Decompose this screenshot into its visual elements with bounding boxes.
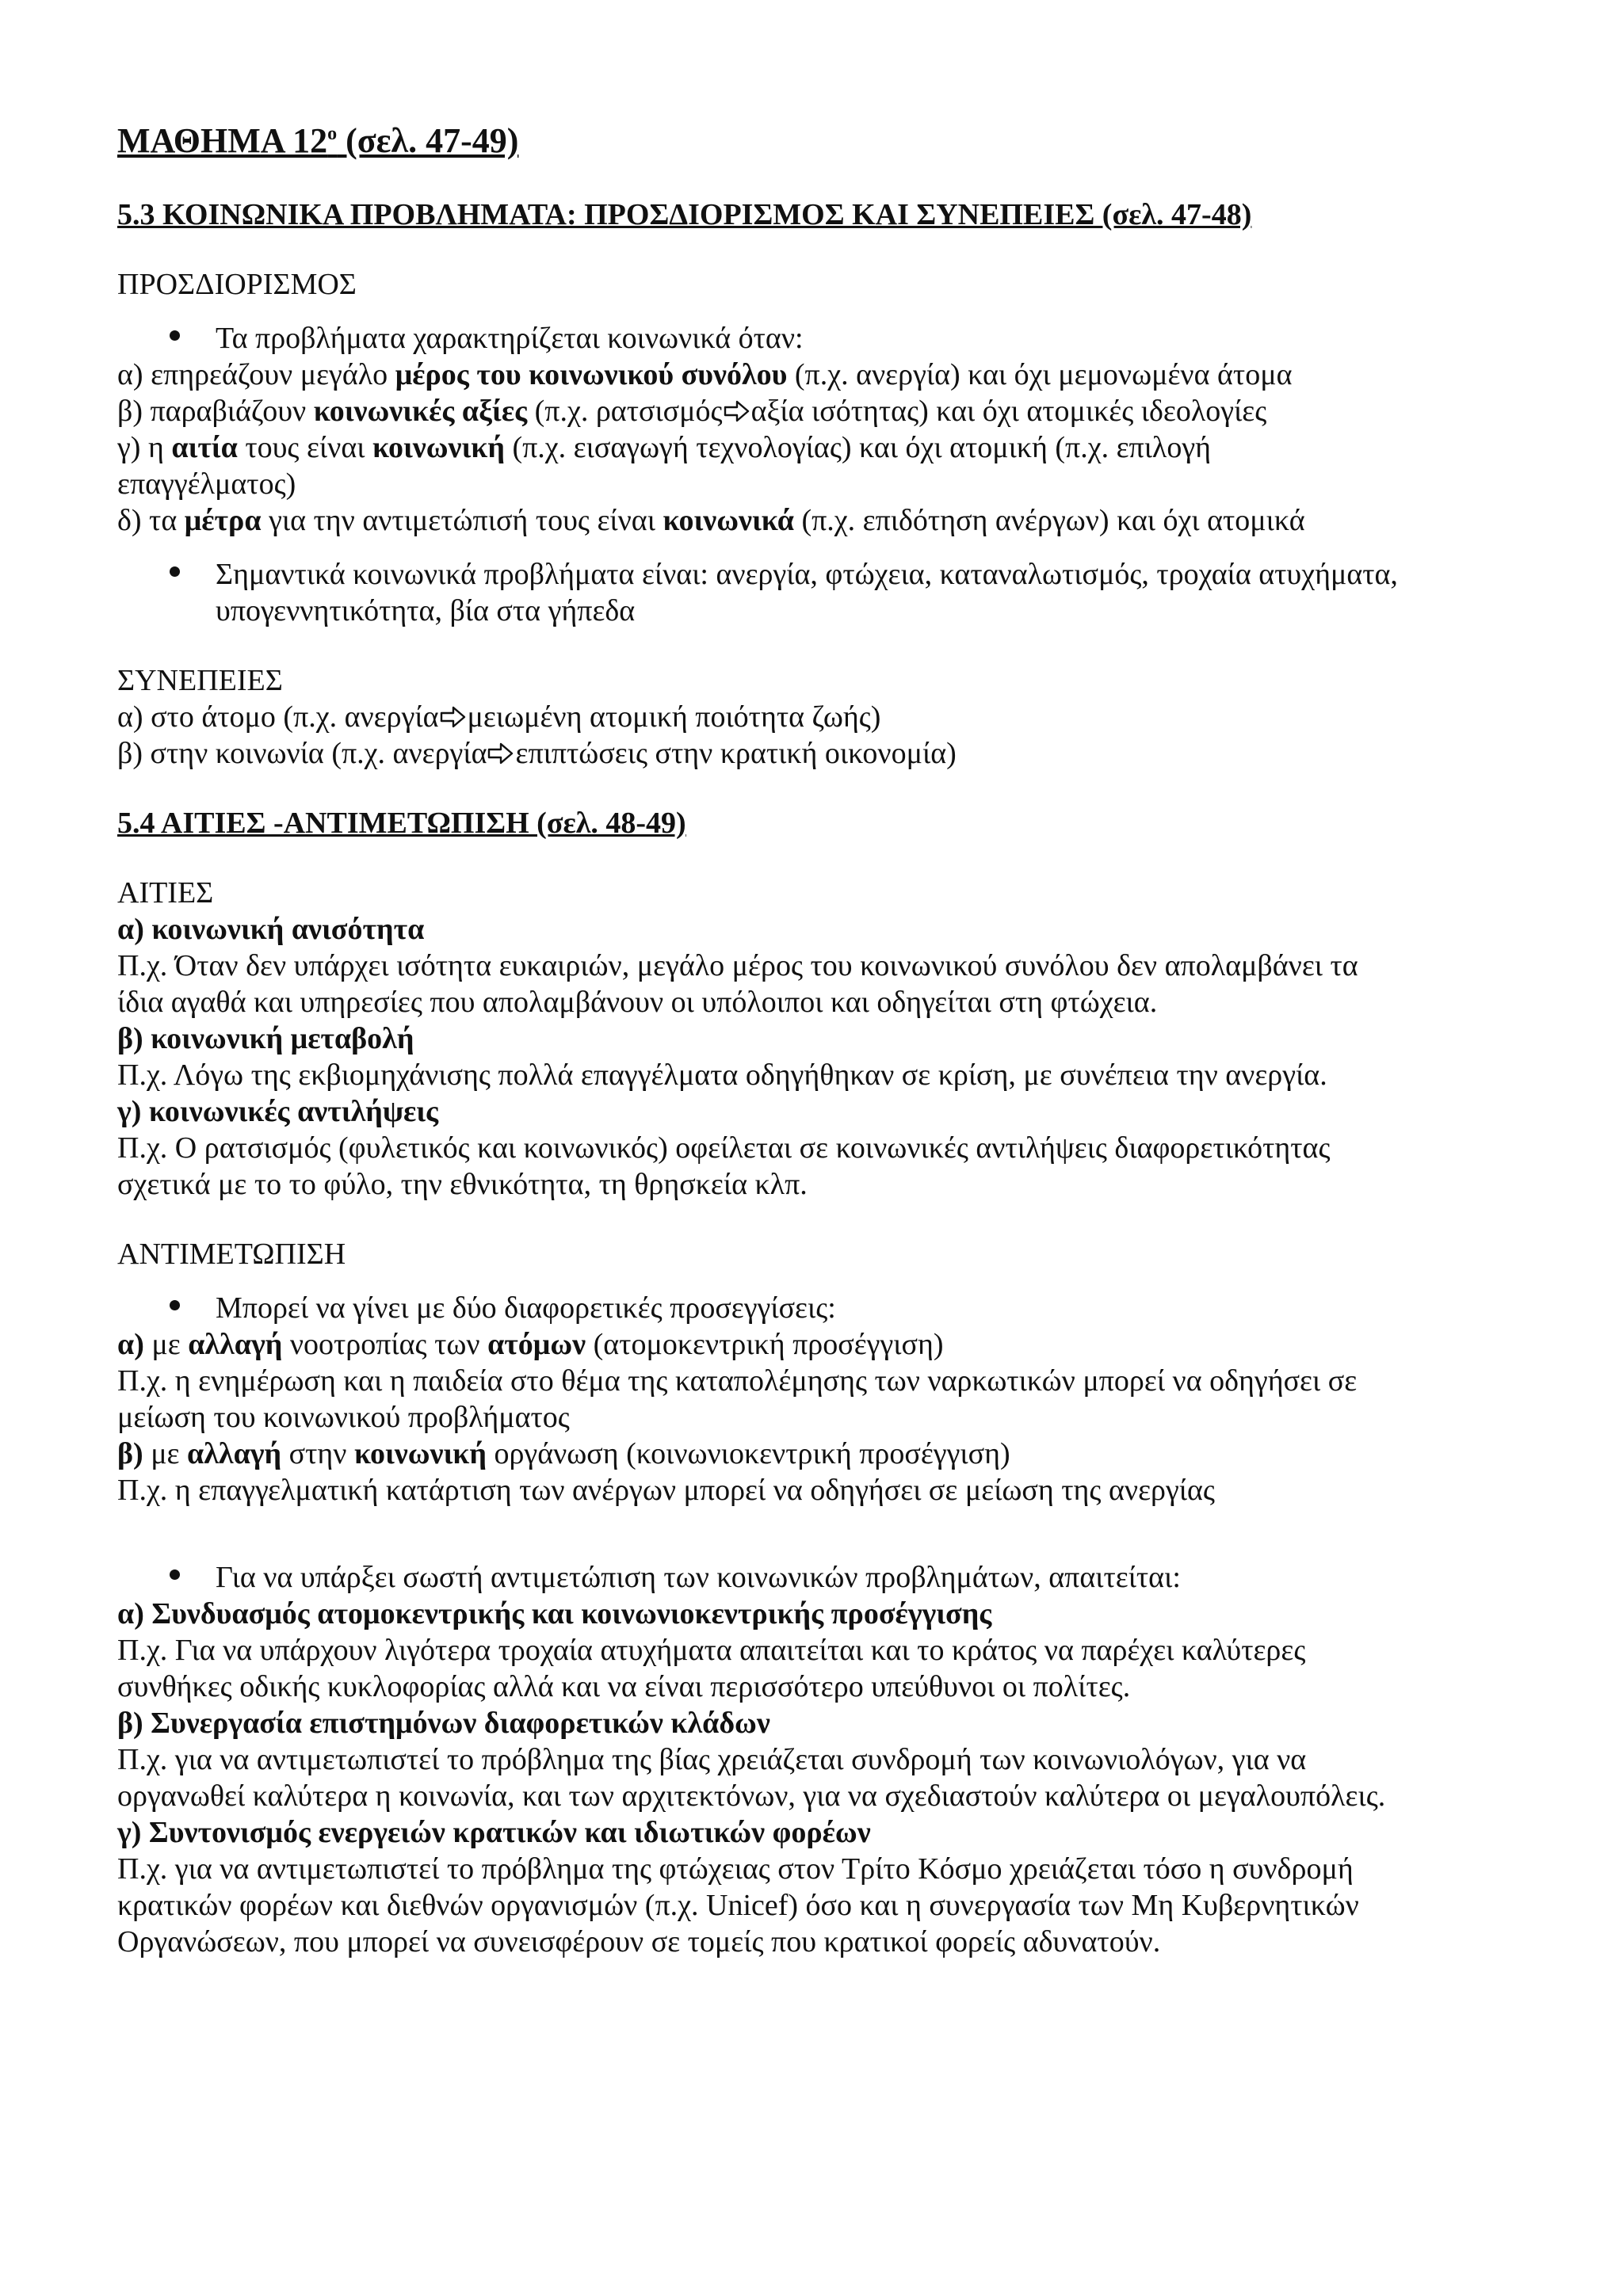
definition-item-b-start [117,395,723,428]
section-5-4-heading: 5.4 ΑΙΤΙΕΣ -ΑΝΤΙΜΕΤΩΠΙΣΗ (σελ. 48-49) [117,807,686,840]
approach-b [117,1436,1544,1472]
text-segment: νοοτροπίας των [282,1328,488,1361]
text-segment: επαγγέλματος) [117,467,296,501]
definition-item-d [117,502,1544,539]
text-segment: (π.χ. ανεργία) και όχι μεμονωμένα άτομα [787,358,1293,391]
section-5-3-heading: 5.3 ΚΟΙΝΩΝΙΚΑ ΠΡΟΒΛΗΜΑΤΑ: ΠΡΟΣΔΙΟΡΙΣΜΟΣ ΚΑΙ ΣΥΝΕΠΕΙΕΣ (σελ. 47-48) [117,198,1252,231]
cause-a-text-1: Π.χ. Όταν δεν υπάρχει ισότητα ευκαιριών, μεγάλο μέρος του κοινωνικού συνόλου δεν απολαμβάνει τα [117,949,1358,982]
bold-text-segment: αιτία [171,431,238,464]
bold-text-segment: μέτρα [184,504,262,537]
definition-item-a [117,357,1544,393]
requirement-a-example-1: Π.χ. Για να υπάρχουν λιγότερα τροχαία ατυχήματα απαιτείται και το κράτος να παρέχει καλύτερες [117,1634,1306,1667]
requirement-c-example-1: Π.χ. για να αντιμετωπιστεί το πρόβλημα της φτώχειας στον Τρίτο Κόσμο χρειάζεται τόσο η συνδρομή [117,1852,1354,1886]
problems-bullet-line-2: υπογεννητικότητα, βία στα γήπεδα [216,594,636,627]
definition-item-c [117,429,1544,466]
requirement-c-example-2: κρατικών φορέων και διεθνών οργανισμών (π.χ. Unicef) όσο και η συνεργασία των Μη Κυβερνητικών [117,1889,1359,1922]
treatment-bullet-2: Για να υπάρξει σωστή αντιμετώπιση των κοινωνικών προβλημάτων, απαιτείται: [117,1559,1544,1596]
causes-label: ΑΙΤΙΕΣ [117,876,214,910]
approach-a-example-1: Π.χ. η ενημέρωση και η παιδεία στο θέμα της καταπολέμησης των ναρκωτικών μπορεί να οδηγήσει σε [117,1364,1358,1398]
requirement-a-example-2: συνθήκες οδικής κυκλοφορίας αλλά και να είναι περισσότερο υπεύθυνοι οι πολίτες. [117,1670,1131,1703]
cause-a-text-2: ίδια αγαθά και υπηρεσίες που απολαμβάνουν οι υπόλοιποι και οδηγείται στη φτώχεια. [117,986,1158,1019]
consequence-a-start: α) στο άτομο (π.χ. ανεργία [117,700,439,734]
text-segment: γ) η [117,431,172,464]
right-arrow-outline-icon [723,398,751,425]
consequences-label: ΣΥΝΕΠΕΙΕΣ [117,664,283,697]
consequence-item-b [117,735,1544,772]
text-segment: τους είναι [237,431,372,464]
bold-text-segment: κοινωνική [372,431,505,464]
treatment-bullet-1: Μπορεί να γίνει με δύο διαφορετικές προσεγγίσεις: [117,1290,1544,1326]
cause-b-text: Π.χ. Λόγω της εκβιομηχάνισης πολλά επαγγέλματα οδηγήθηκαν σε κρίση, με συνέπεια την ανεργία. [117,1058,1327,1092]
text-segment: στην [281,1437,354,1470]
bold-text-segment: κοινωνικές αξίες [313,395,528,428]
document-title [117,119,1544,163]
requirement-a-title: α) Συνδυασμός ατομοκεντρικής και κοινωνιοκεντρικής προσέγγισης [117,1597,992,1630]
bold-text-segment: β) [117,1437,143,1470]
definition-item-b-end [751,395,1267,428]
right-arrow-outline-icon [439,704,468,730]
text-segment: για την αντιμετώπισή τους είναι [261,504,663,537]
approach-a-example-2: μείωση του κοινωνικού προβλήματος [117,1401,570,1434]
text-segment: β) παραβιάζουν [117,395,314,428]
definition-label: ΠΡΟΣΔΙΟΡΙΣΜΟΣ [117,268,357,301]
definition-bullet: Τα προβλήματα χαρακτηρίζεται κοινωνικά όταν: [117,320,1544,357]
problems-bullet-line-1: Σημαντικά κοινωνικά προβλήματα είναι: ανεργία, φτώχεια, καταναλωτισμός, τροχαία ατυχήματα, [117,556,1544,593]
bold-text-segment: αλλαγή [188,1328,283,1361]
cause-a-title: α) κοινωνική ανισότητα [117,913,425,946]
consequence-b-start: β) στην κοινωνία (π.χ. ανεργία [117,737,487,770]
title-pages: (σελ. 47-49) [337,121,519,160]
bold-text-segment: ατόμων [487,1328,586,1361]
text-segment: αξία ισότητας) και όχι ατομικές ιδεολογίες [750,395,1267,428]
text-segment: (π.χ. εισαγωγή τεχνολογίας) και όχι ατομική (π.χ. επιλογή [504,431,1212,464]
cause-c-text-2: σχετικά με το το φύλο, την εθνικότητα, τη θρησκεία κλπ. [117,1168,808,1201]
text-segment: (π.χ. επιδότηση ανέργων) και όχι ατομικά [793,504,1305,537]
requirement-c-example-3: Οργανώσεων, που μπορεί να συνεισφέρουν σε τομείς που κρατικοί φορείς αδυνατούν. [117,1925,1161,1958]
consequence-item-a [117,699,1544,735]
requirement-b-title: β) Συνεργασία επιστημόνων διαφορετικών κλάδων [117,1707,770,1740]
bold-text-segment: μέρος του κοινωνικού συνόλου [395,358,788,391]
text-segment: οργάνωση (κοινωνιοκεντρική προσέγγιση) [486,1437,1010,1470]
cause-c-title: γ) κοινωνικές αντιλήψεις [117,1095,439,1128]
bold-text-segment: κοινωνικά [663,504,794,537]
approach-b-example: Π.χ. η επαγγελματική κατάρτιση των ανέργων μπορεί να οδηγήσει σε μείωση της ανεργίας [117,1474,1215,1507]
definition-item-c-cont [117,466,1544,502]
consequence-a-end: μειωμένη ατομική ποιότητα ζωής) [467,700,881,734]
cause-b-title: β) κοινωνική μεταβολή [117,1022,414,1055]
text-segment: δ) τα [117,504,185,537]
right-arrow-outline-icon [487,740,515,767]
text-segment: (ατομοκεντρική προσέγγιση) [586,1328,944,1361]
cause-c-text-1: Π.χ. Ο ρατσισμός (φυλετικός και κοινωνικός) οφείλεται σε κοινωνικές αντιλήψεις διαφορετικότητας [117,1131,1331,1165]
document-page [117,119,1544,1960]
text-segment: με [143,1437,188,1470]
bold-text-segment: αλλαγή [187,1437,282,1470]
treatment-label: ΑΝΤΙΜΕΤΩΠΙΣΗ [117,1238,346,1271]
bold-text-segment: α) [117,1328,144,1361]
text-segment: α) επηρεάζουν μεγάλο [117,358,395,391]
title-main: ΜΑΘΗΜΑ 12 [117,121,328,160]
requirement-b-example-1: Π.χ. για να αντιμετωπιστεί το πρόβλημα της βίας χρειάζεται συνδρομή των κοινωνιολόγων, για να [117,1743,1307,1776]
text-segment: με [143,1328,189,1361]
bold-text-segment: κοινωνική [353,1437,487,1470]
requirement-c-title: γ) Συντονισμός ενεργειών κρατικών και ιδιωτικών φορέων [117,1816,871,1849]
title-superscript: ο [327,124,338,144]
consequence-b-end: επιπτώσεις στην κρατική οικονομία) [515,737,957,770]
text-segment: (π.χ. ρατσισμός [527,395,723,428]
approach-a [117,1326,1544,1363]
requirement-b-example-2: οργανωθεί καλύτερα η κοινωνία, και των αρχιτεκτόνων, για να σχεδιαστούν καλύτερα οι μεγαλουπόλεις. [117,1779,1386,1813]
definition-item-b [117,393,1544,429]
